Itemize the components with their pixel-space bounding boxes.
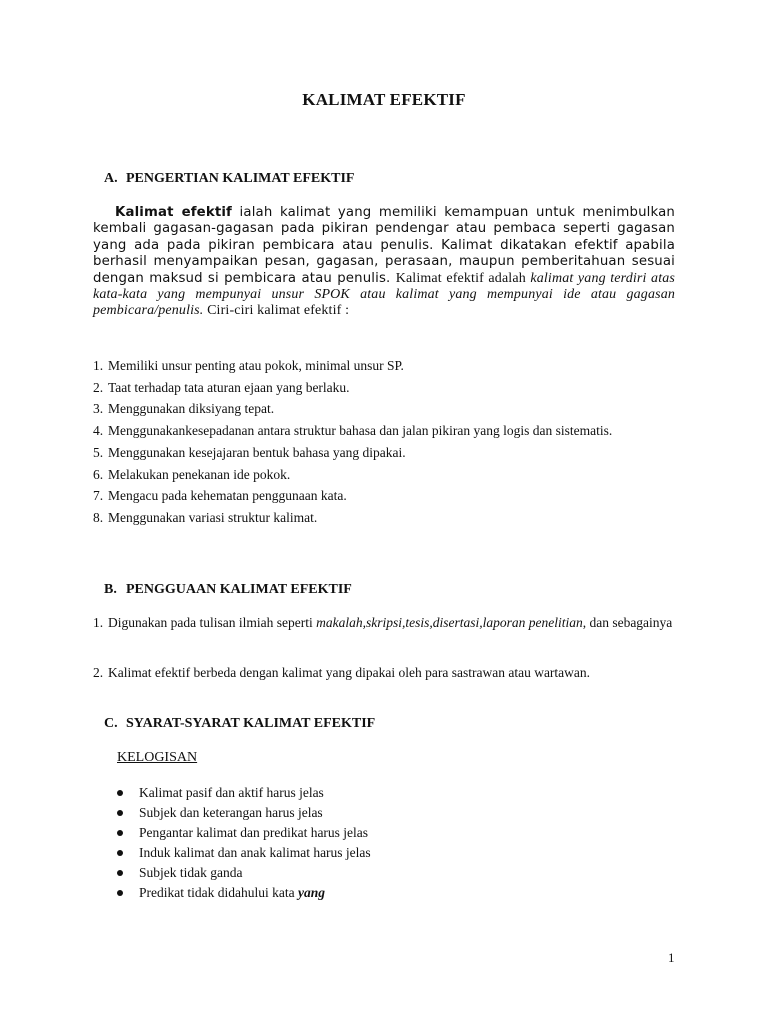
section-b-title: PENGGUAAN KALIMAT EFEKTIF <box>126 582 352 597</box>
item-text: Taat terhadap tata aturan ejaan yang berlaku. <box>108 379 350 395</box>
list-item <box>117 843 371 863</box>
item-text: Menggunakan diksiyang tepat. <box>108 401 275 417</box>
usage-list-1 <box>93 614 673 633</box>
section-c-letter: C. <box>104 716 118 731</box>
section-b-letter: B. <box>104 582 117 597</box>
list-item <box>117 863 371 883</box>
list-item <box>117 823 371 843</box>
intro-body: ialah kalimat yang memiliki kemampuan untuk menimbulkan kembali gagasan-gagasan pada pikiran pendengar atau pembaca seperti gagasan yang ada pada pikiran pembicara atau penulis. Kalimat dikatakan efektif apabila berhasil menyampaikan pesan, gagasan, perasaan, maupun pemberitahuan sesuai dengan maksud si pembicara atau penulis. <box>93 205 675 286</box>
item-text: Memiliki unsur penting atau pokok, minimal unsur SP. <box>108 358 404 373</box>
item-text: Subjek dan keterangan harus jelas <box>139 804 323 820</box>
item-italic-text: makalah,skripsi,tesis,disertasi,laporan penelitian <box>316 615 583 630</box>
list-item <box>93 464 673 486</box>
bullet-icon <box>117 810 123 816</box>
item-text: Subjek tidak ganda <box>139 864 243 880</box>
item-number: 5. <box>93 444 104 460</box>
item-text: Menggunakan kesejajaran bentuk bahasa yang dipakai. <box>108 444 406 460</box>
list-item <box>93 507 673 529</box>
section-c-title: SYARAT-SYARAT KALIMAT EFEKTIF <box>126 716 376 731</box>
bullet-icon <box>117 890 123 896</box>
list-item <box>93 664 673 683</box>
list-item <box>93 377 673 399</box>
section-a-title: PENGERTIAN KALIMAT EFEKTIF <box>126 171 355 186</box>
section-a-heading <box>104 171 354 187</box>
item-text: Predikat tidak didahului kata <box>139 884 298 900</box>
page-number: 1 <box>668 950 675 965</box>
intro-lead: Kalimat efektif <box>115 205 232 220</box>
list-item <box>93 614 673 633</box>
item-emphasis: yang <box>297 884 325 900</box>
item-number: 1. <box>93 358 104 373</box>
intro-def-prefix: Kalimat efektif adalah <box>395 270 531 286</box>
section-c-heading <box>104 716 375 732</box>
item-text: Pengantar kalimat dan predikat harus jelas <box>139 824 369 840</box>
list-item <box>117 783 371 803</box>
item-text-suffix: , dan sebagainya <box>582 615 673 630</box>
intro-def-suffix: Ciri-ciri kalimat efektif : <box>203 303 350 319</box>
item-text: Menggunakan variasi struktur kalimat. <box>108 509 318 525</box>
item-number: 7. <box>93 488 104 504</box>
kelogisan-bullet-list <box>117 783 371 902</box>
list-item <box>93 442 673 464</box>
bullet-icon <box>117 850 123 856</box>
section-b-heading <box>104 582 352 598</box>
item-number: 8. <box>93 509 104 525</box>
item-text: Melakukan penekanan ide pokok. <box>108 466 291 482</box>
item-number: 3. <box>93 401 104 417</box>
list-item <box>117 883 371 903</box>
document-title: KALIMAT EFEKTIF <box>302 90 466 109</box>
list-item <box>93 398 673 420</box>
item-text: Induk kalimat dan anak kalimat harus jelas <box>139 844 371 860</box>
criteria-list <box>93 355 673 529</box>
item-number: 4. <box>93 423 104 439</box>
list-item <box>117 803 371 823</box>
item-text: Kalimat efektif berbeda dengan kalimat yang dipakai oleh para sastrawan atau wartawan. <box>108 665 591 680</box>
bullet-icon <box>117 870 123 876</box>
item-number: 1. <box>93 615 104 630</box>
list-item <box>93 485 673 507</box>
list-item <box>93 420 673 442</box>
section-a-letter: A. <box>104 171 118 186</box>
item-text: Menggunakankesepadanan antara struktur bahasa dan jalan pikiran yang logis dan sistematis. <box>108 423 613 439</box>
item-number: 2. <box>93 665 104 680</box>
bullet-icon <box>117 790 123 796</box>
intro-paragraph <box>93 205 675 320</box>
usage-list-2 <box>93 664 673 683</box>
item-text: Mengacu pada kehematan penggunaan kata. <box>108 488 347 504</box>
item-text: Kalimat pasif dan aktif harus jelas <box>139 785 324 800</box>
list-item <box>93 355 673 377</box>
item-text: Digunakan pada tulisan ilmiah seperti <box>108 615 317 630</box>
item-number: 6. <box>93 466 104 482</box>
item-number: 2. <box>93 379 104 395</box>
bullet-icon <box>117 830 123 836</box>
intro-def-italic: kalimat yang terdiri atas kata-kata yang mempunyai unsur SPOK atau kalimat yang mempunyai ide atau gagasan pembicara/penulis. <box>93 270 675 319</box>
kelogisan-subheading: KELOGISAN <box>117 750 198 765</box>
